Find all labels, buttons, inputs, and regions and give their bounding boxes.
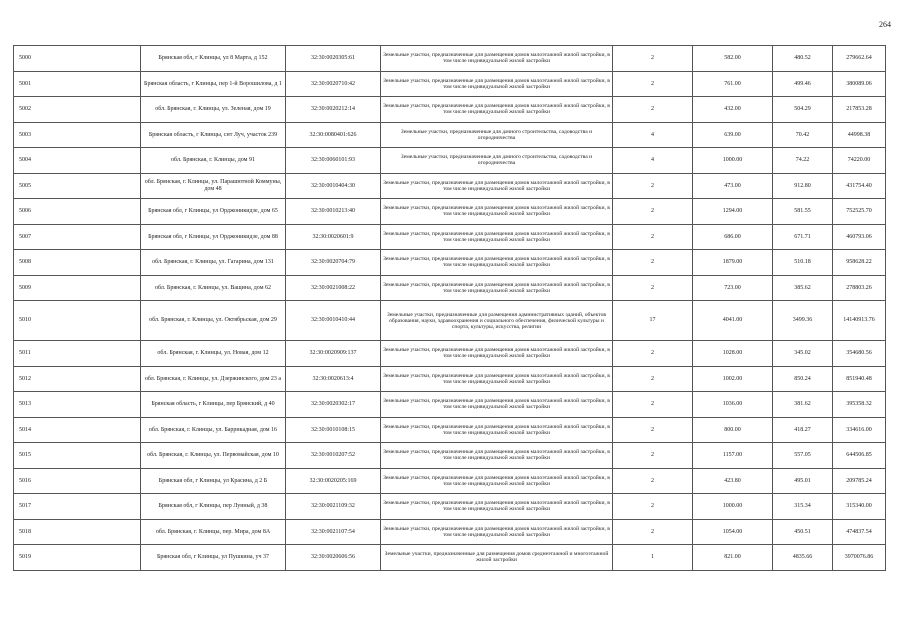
- address-cell: Брянская область, г Клинцы, снт Луч, участок 239: [141, 122, 286, 148]
- area-cell: 582.00: [693, 46, 773, 72]
- land-use-cell: Земельные участки, предназначенные для размещения домов малоэтажной жилой застройки, в том числе индивидуальной жилой застройки: [381, 97, 613, 123]
- specific-value-cell: 581.55: [773, 199, 833, 225]
- land-use-cell: Земельные участки, предназначенные для размещения домов малоэтажной жилой застройки, в том числе индивидуальной жилой застройки: [381, 494, 613, 520]
- area-cell: 723.00: [693, 275, 773, 301]
- row-number: 5019: [14, 545, 141, 571]
- specific-value-cell: 4835.66: [773, 545, 833, 571]
- address-cell: Брянская обл, г Клинцы, ул Орджоникидзе, дом 88: [141, 224, 286, 250]
- cadastral-value-cell: 958628.22: [833, 250, 886, 276]
- cadastral-number-cell: 32:30:0020909:137: [286, 341, 381, 367]
- area-cell: 423.80: [693, 468, 773, 494]
- group-cell: 17: [613, 301, 693, 341]
- row-number: 5018: [14, 519, 141, 545]
- area-cell: 1879.00: [693, 250, 773, 276]
- table-row: [14, 519, 886, 545]
- cadastral-value-cell: 315340.00: [833, 494, 886, 520]
- specific-value-cell: 450.51: [773, 519, 833, 545]
- cadastral-value-cell: 14140913.76: [833, 301, 886, 341]
- cadastral-number-cell: 32:30:0010213:40: [286, 199, 381, 225]
- specific-value-cell: 510.18: [773, 250, 833, 276]
- group-cell: 2: [613, 224, 693, 250]
- specific-value-cell: 504.29: [773, 97, 833, 123]
- table-row: [14, 417, 886, 443]
- specific-value-cell: 850.24: [773, 366, 833, 392]
- group-cell: 2: [613, 519, 693, 545]
- table-row: [14, 275, 886, 301]
- address-cell: Брянская обл, г Клинцы, ул Пушкина, уч 37: [141, 545, 286, 571]
- cadastral-value-cell: 44998.38: [833, 122, 886, 148]
- row-number: 5017: [14, 494, 141, 520]
- row-number: 5002: [14, 97, 141, 123]
- land-use-cell: Земельные участки, предназначенные для размещения домов малоэтажной жилой застройки, в том числе индивидуальной жилой застройки: [381, 366, 613, 392]
- cadastral-number-cell: 32:30:0020302:17: [286, 392, 381, 418]
- land-use-cell: Земельные участки, предназначенные для размещения домов малоэтажной жилой застройки, в том числе индивидуальной жилой застройки: [381, 173, 613, 199]
- table-row: [14, 392, 886, 418]
- cadastral-number-cell: 32:30:0020212:14: [286, 97, 381, 123]
- area-cell: 821.00: [693, 545, 773, 571]
- table-row: [14, 173, 886, 199]
- group-cell: 2: [613, 392, 693, 418]
- group-cell: 1: [613, 545, 693, 571]
- row-number: 5000: [14, 46, 141, 72]
- address-cell: Брянская обл, г Клинцы, ул 8 Марта, д 152: [141, 46, 286, 72]
- area-cell: 432.00: [693, 97, 773, 123]
- land-use-cell: Земельные участки, предназначенные для размещения домов малоэтажной жилой застройки, в том числе индивидуальной жилой застройки: [381, 250, 613, 276]
- cadastral-number-cell: 32:30:0020710:42: [286, 71, 381, 97]
- land-use-cell: Земельные участки, предназначенные для размещения домов малоэтажной жилой застройки, в том числе индивидуальной жилой застройки: [381, 443, 613, 469]
- group-cell: 2: [613, 443, 693, 469]
- table-row: [14, 545, 886, 571]
- cadastral-number-cell: 32:30:0010404:30: [286, 173, 381, 199]
- group-cell: 2: [613, 97, 693, 123]
- cadastral-value-cell: 278803.26: [833, 275, 886, 301]
- area-cell: 800.00: [693, 417, 773, 443]
- land-use-cell: Земельные участки, предназначенные для размещения домов малоэтажной жилой застройки, в том числе индивидуальной жилой застройки: [381, 392, 613, 418]
- cadastral-number-cell: 32:30:0020601:9: [286, 224, 381, 250]
- group-cell: 2: [613, 366, 693, 392]
- address-cell: Брянская область, г Клинцы, пер 1-й Ворошилова, д 1: [141, 71, 286, 97]
- address-cell: обл. Брянская, г. Клинцы, ул. Октябрьская, дом 29: [141, 301, 286, 341]
- group-cell: 2: [613, 468, 693, 494]
- specific-value-cell: 70.42: [773, 122, 833, 148]
- address-cell: Брянская обл, г Клинцы, пер Лунный, д 38: [141, 494, 286, 520]
- page-number: 264: [879, 20, 891, 29]
- area-cell: 1036.00: [693, 392, 773, 418]
- area-cell: 761.00: [693, 71, 773, 97]
- specific-value-cell: 480.52: [773, 46, 833, 72]
- table-row: [14, 148, 886, 174]
- land-use-cell: Земельные участки, предназначенные для размещения домов малоэтажной жилой застройки, в том числе индивидуальной жилой застройки: [381, 519, 613, 545]
- cadastral-value-cell: 752525.70: [833, 199, 886, 225]
- address-cell: обл. Брянская, г. Клинцы, ул. Первомайская, дом 10: [141, 443, 286, 469]
- row-number: 5009: [14, 275, 141, 301]
- land-use-cell: Земельные участки, предназначенные для размещения домов малоэтажной жилой застройки, в том числе индивидуальной жилой застройки: [381, 199, 613, 225]
- cadastral-number-cell: 32:30:0021107:54: [286, 519, 381, 545]
- specific-value-cell: 3499.36: [773, 301, 833, 341]
- specific-value-cell: 381.62: [773, 392, 833, 418]
- row-number: 5014: [14, 417, 141, 443]
- row-number: 5006: [14, 199, 141, 225]
- specific-value-cell: 495.01: [773, 468, 833, 494]
- area-cell: 686.00: [693, 224, 773, 250]
- specific-value-cell: 74.22: [773, 148, 833, 174]
- area-cell: 1157.00: [693, 443, 773, 469]
- area-cell: 1000.00: [693, 494, 773, 520]
- group-cell: 2: [613, 341, 693, 367]
- row-number: 5004: [14, 148, 141, 174]
- land-use-cell: Земельные участки, предназначенные для размещения домов малоэтажной жилой застройки, в том числе индивидуальной жилой застройки: [381, 71, 613, 97]
- address-cell: обл. Брянская, г. Клинцы, дом 91: [141, 148, 286, 174]
- table-row: [14, 97, 886, 123]
- cadastral-value-table: [13, 45, 886, 571]
- group-cell: 2: [613, 417, 693, 443]
- group-cell: 2: [613, 71, 693, 97]
- row-number: 5012: [14, 366, 141, 392]
- address-cell: обл. Брянская, г. Клинцы, пер. Мира, дом 8А: [141, 519, 286, 545]
- group-cell: 2: [613, 46, 693, 72]
- table-row: [14, 494, 886, 520]
- row-number: 5005: [14, 173, 141, 199]
- cadastral-value-cell: 474837.54: [833, 519, 886, 545]
- cadastral-number-cell: 32:30:0010207:52: [286, 443, 381, 469]
- row-number: 5001: [14, 71, 141, 97]
- cadastral-number-cell: 32:30:0020606:56: [286, 545, 381, 571]
- row-number: 5011: [14, 341, 141, 367]
- row-number: 5016: [14, 468, 141, 494]
- address-cell: обл. Брянская, г. Клинцы, ул. Гагарина, дом 131: [141, 250, 286, 276]
- address-cell: обл. Брянская, г. Клинцы, ул. Парашютной Коммуны, дом 48: [141, 173, 286, 199]
- table-row: [14, 122, 886, 148]
- row-number: 5007: [14, 224, 141, 250]
- cadastral-value-cell: 279662.64: [833, 46, 886, 72]
- cadastral-value-cell: 851940.48: [833, 366, 886, 392]
- row-number: 5013: [14, 392, 141, 418]
- table-row: [14, 341, 886, 367]
- table-row: [14, 199, 886, 225]
- cadastral-value-cell: 354680.56: [833, 341, 886, 367]
- cadastral-value-cell: 431754.40: [833, 173, 886, 199]
- cadastral-number-cell: 32:30:0080401:626: [286, 122, 381, 148]
- land-use-cell: Земельные участки, предназначенные для размещения домов малоэтажной жилой застройки, в том числе индивидуальной жилой застройки: [381, 224, 613, 250]
- cadastral-number-cell: 32:30:0021008:22: [286, 275, 381, 301]
- specific-value-cell: 499.46: [773, 71, 833, 97]
- cadastral-value-cell: 217853.28: [833, 97, 886, 123]
- cadastral-value-cell: 460793.06: [833, 224, 886, 250]
- row-number: 5015: [14, 443, 141, 469]
- specific-value-cell: 557.05: [773, 443, 833, 469]
- area-cell: 1002.00: [693, 366, 773, 392]
- land-use-cell: Земельные участки, предназначенные для размещения домов малоэтажной жилой застройки, в том числе индивидуальной жилой застройки: [381, 46, 613, 72]
- specific-value-cell: 671.71: [773, 224, 833, 250]
- row-number: 5003: [14, 122, 141, 148]
- group-cell: 4: [613, 122, 693, 148]
- address-cell: Брянская область, г Клинцы, пер Брянский, д 40: [141, 392, 286, 418]
- land-use-cell: Земельные участки, предназначенные для размещения домов малоэтажной жилой застройки, в том числе индивидуальной жилой застройки: [381, 341, 613, 367]
- land-use-cell: Земельные участки, предназначенные для размещения домов малоэтажной жилой застройки, в том числе индивидуальной жилой застройки: [381, 417, 613, 443]
- land-use-cell: Земельные участки, предназначенные для размещения домов малоэтажной жилой застройки, в том числе индивидуальной жилой застройки: [381, 275, 613, 301]
- address-cell: Брянская обл, г Клинцы, ул Орджоникидзе, дом 65: [141, 199, 286, 225]
- table-row: [14, 301, 886, 341]
- specific-value-cell: 315.34: [773, 494, 833, 520]
- cadastral-number-cell: 32:30:0010410:44: [286, 301, 381, 341]
- cadastral-value-cell: 395358.32: [833, 392, 886, 418]
- group-cell: 2: [613, 275, 693, 301]
- area-cell: 1294.00: [693, 199, 773, 225]
- area-cell: 4041.00: [693, 301, 773, 341]
- table-row: [14, 46, 886, 72]
- land-use-cell: Земельные участки, предназначенные для размещения административных зданий, объектов образования, науки, здравоохранения и социального обеспечения, физической культуры и спорта, культуры, искусства, религии: [381, 301, 613, 341]
- land-use-cell: Земельные участки, предназначенные для дачного строительства, садоводства и огородничества: [381, 148, 613, 174]
- table-row: [14, 250, 886, 276]
- cadastral-number-cell: 32:30:0020205:169: [286, 468, 381, 494]
- cadastral-value-cell: 74220.00: [833, 148, 886, 174]
- cadastral-value-cell: 644506.85: [833, 443, 886, 469]
- group-cell: 2: [613, 199, 693, 225]
- table-row: [14, 443, 886, 469]
- row-number: 5010: [14, 301, 141, 341]
- cadastral-value-cell: 380089.06: [833, 71, 886, 97]
- table-row: [14, 468, 886, 494]
- area-cell: 473.00: [693, 173, 773, 199]
- address-cell: Брянская обл, г Клинцы, ул Красина, д 2 Б: [141, 468, 286, 494]
- cadastral-number-cell: 32:30:0010108:15: [286, 417, 381, 443]
- land-use-cell: Земельные участки, предназначенные для дачного строительства, садоводства и огородничества: [381, 122, 613, 148]
- table-body: [14, 46, 886, 571]
- cadastral-number-cell: 32:30:0060101:93: [286, 148, 381, 174]
- address-cell: обл. Брянская, г. Клинцы, ул. Новая, дом 12: [141, 341, 286, 367]
- table-row: [14, 224, 886, 250]
- specific-value-cell: 345.02: [773, 341, 833, 367]
- cadastral-number-cell: 32:30:0020704:79: [286, 250, 381, 276]
- group-cell: 4: [613, 148, 693, 174]
- land-use-cell: Земельные участки, предназначенные для размещения домов среднеэтажной и многоэтажной жилой застройки: [381, 545, 613, 571]
- specific-value-cell: 385.62: [773, 275, 833, 301]
- group-cell: 2: [613, 250, 693, 276]
- group-cell: 2: [613, 494, 693, 520]
- address-cell: обл. Брянская, г. Клинцы, ул. Ващина, дом 62: [141, 275, 286, 301]
- cadastral-value-cell: 334616.00: [833, 417, 886, 443]
- area-cell: 1000.00: [693, 148, 773, 174]
- area-cell: 639.00: [693, 122, 773, 148]
- address-cell: обл. Брянская, г. Клинцы, ул. Зеленая, дом 19: [141, 97, 286, 123]
- cadastral-number-cell: 32:30:0020305:61: [286, 46, 381, 72]
- land-use-cell: Земельные участки, предназначенные для размещения домов малоэтажной жилой застройки, в том числе индивидуальной жилой застройки: [381, 468, 613, 494]
- area-cell: 1028.00: [693, 341, 773, 367]
- address-cell: обл. Брянская, г. Клинцы, ул. Дзержинского, дом 23 а: [141, 366, 286, 392]
- specific-value-cell: 912.80: [773, 173, 833, 199]
- table-row: [14, 71, 886, 97]
- cadastral-number-cell: 32:30:0021109:32: [286, 494, 381, 520]
- specific-value-cell: 418.27: [773, 417, 833, 443]
- cadastral-value-cell: 209785.24: [833, 468, 886, 494]
- area-cell: 1054.00: [693, 519, 773, 545]
- cadastral-number-cell: 32:30:0020613:4: [286, 366, 381, 392]
- row-number: 5008: [14, 250, 141, 276]
- table-row: [14, 366, 886, 392]
- cadastral-value-cell: 3970076.86: [833, 545, 886, 571]
- address-cell: обл. Брянская, г. Клинцы, ул. Баррикадная, дом 16: [141, 417, 286, 443]
- group-cell: 2: [613, 173, 693, 199]
